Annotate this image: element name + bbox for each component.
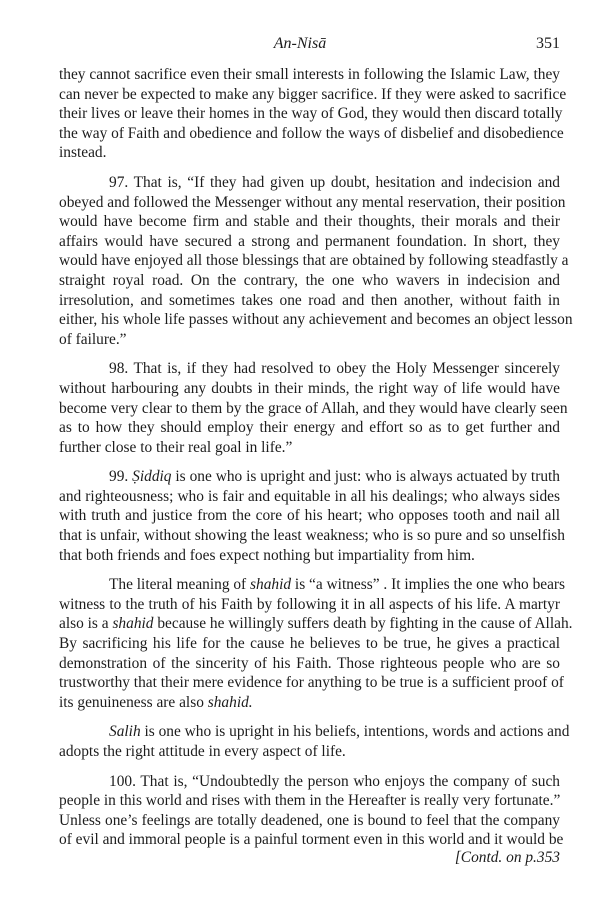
text-run: affairs would have secured a strong and permanent foundation. In short, they: [59, 232, 560, 250]
italic-term: shahid: [250, 576, 292, 594]
text-line: [59, 654, 560, 674]
paragraph: [59, 65, 567, 163]
text-run: that is unfair, without showing the least weakness; who is so pure and so unselfish: [59, 527, 565, 545]
text-line: [59, 271, 560, 291]
text-run: of evil and immoral people is a painful torment even in this world and it would be: [59, 831, 564, 849]
text-run: its genuineness are also: [59, 693, 208, 711]
text-run: witness to the truth of his Faith by following it in all aspects of his life. A martyr: [59, 595, 560, 613]
text-line: [59, 438, 560, 458]
text-run: they cannot sacrifice even their small interests in following the Islamic Law, they: [59, 66, 560, 83]
text-run: would have enjoyed all those blessings that are obtained by following steadfastly a: [59, 252, 569, 270]
text-run: because he willingly suffers death by fighting in the cause of Allah.: [153, 615, 573, 633]
paragraph: [59, 772, 564, 850]
text-line: [59, 673, 564, 693]
text-run: instead.: [59, 144, 107, 162]
paragraph: [59, 575, 573, 712]
text-line: [59, 418, 560, 438]
text-line: [59, 546, 560, 566]
italic-term: Ṣiddiq: [132, 468, 172, 486]
text-line: [59, 399, 568, 419]
text-run: 100. That is, “Undoubtedly the person who enjoys the company of such: [109, 772, 560, 790]
italic-term: Salih: [109, 723, 141, 741]
text-run: irresolution, and sometimes takes one road and then another, without faith in: [59, 291, 560, 309]
text-run: The literal meaning of: [109, 576, 251, 594]
text-line: [59, 143, 560, 163]
text-line: [59, 65, 560, 85]
text-run: without harbouring any doubts in their minds, the right way of life would have: [59, 379, 560, 397]
text-line: [59, 811, 560, 831]
text-run: further close to their real goal in life.”: [59, 438, 293, 456]
text-run: 99.: [109, 468, 133, 486]
body-text: [59, 65, 573, 850]
text-line: [59, 232, 560, 252]
running-header-title: An-Nisā: [273, 35, 327, 52]
text-run: would have become firm and stable and their thoughts, their morals and their: [59, 213, 560, 231]
text-run: as to how they should employ their energy and effort so as to get further and: [59, 419, 560, 437]
text-line: [59, 85, 567, 105]
text-run: that both friends and foes expect nothing but impartiality from him.: [59, 546, 475, 564]
paragraph: [59, 173, 573, 349]
text-run: of failure.”: [59, 330, 127, 348]
text-line: [59, 791, 560, 811]
paragraph: [59, 467, 565, 565]
text-line: [59, 772, 560, 792]
text-run: the way of Faith and obedience and follow the ways of disbelief and disobedience: [59, 124, 564, 142]
text-run: 98. That is, if they had resolved to obey the Holy Messenger sincerely: [109, 360, 560, 378]
paragraph: [59, 722, 570, 761]
text-line: [59, 634, 560, 654]
text-line: [59, 104, 563, 124]
italic-term: shahid.: [207, 693, 253, 711]
text-run: obeyed and followed the Messenger without any mental reservation, their position: [59, 193, 566, 211]
text-line: [59, 506, 560, 526]
text-run: is “a witness” . It implies the one who bears: [291, 576, 566, 594]
text-run: adopts the right attitude in every aspect of life.: [59, 743, 346, 760]
page-number: 351: [536, 35, 560, 52]
text-run: people in this world and rises with them in the Hereafter is really very fortunate.”: [59, 792, 561, 810]
text-run: is one who is upright in his beliefs, intentions, words and actions and: [140, 723, 570, 741]
text-line: [59, 173, 560, 193]
text-run: demonstration of the sincerity of his Faith. Those righteous people who are so: [59, 654, 560, 672]
text-line: [59, 487, 560, 507]
text-run: and righteousness; who is fair and equitable in all his dealings; who always sides: [59, 487, 560, 505]
text-line: [59, 575, 566, 595]
text-line: [59, 526, 565, 546]
text-line: [59, 330, 560, 350]
text-line: [59, 595, 560, 615]
text-run: can never be expected to make any bigger sacrifice. If they were asked to sacrifice: [59, 85, 567, 103]
text-line: [59, 693, 560, 713]
text-line: [59, 379, 560, 399]
text-run: become very clear to them by the grace of Allah, and they would have clearly seen: [59, 399, 568, 417]
text-run: By sacrificing his life for the cause he believes to be true, he gives a practical: [59, 635, 560, 653]
text-run: their lives or leave their homes in the way of God, they would then discard totally: [59, 105, 563, 123]
text-line: [59, 193, 566, 213]
text-line: [59, 124, 564, 144]
text-line: [59, 614, 573, 634]
text-line: [59, 310, 573, 330]
text-run: with truth and justice from the core of his heart; who opposes tooth and nail all: [59, 507, 560, 525]
text-line: [59, 467, 560, 487]
text-line: [59, 359, 560, 379]
text-line: [59, 722, 570, 742]
text-line: [59, 291, 560, 311]
text-run: trustworthy that their mere evidence for anything to be true is a sufficient proof of: [59, 674, 564, 692]
text-run: straight royal road. On the contrary, the one who wavers in indecision and: [59, 271, 560, 289]
text-run: is one who is upright and just: who is always actuated by truth: [171, 468, 560, 486]
text-run: 97. That is, “If they had given up doubt, hesitation and indecision and: [109, 173, 560, 191]
continued-note: [Contd. on p.353: [454, 849, 560, 866]
text-run: either, his whole life passes without any achievement and becomes an object lesson: [59, 311, 573, 329]
paragraph: [59, 359, 568, 457]
text-run: also is a: [59, 615, 113, 633]
text-line: [59, 212, 560, 232]
text-run: Unless one’s feelings are totally deadened, one is bound to feel that the company: [59, 811, 560, 829]
italic-term: shahid: [112, 615, 154, 633]
text-line: [59, 742, 560, 762]
text-line: [59, 251, 569, 271]
